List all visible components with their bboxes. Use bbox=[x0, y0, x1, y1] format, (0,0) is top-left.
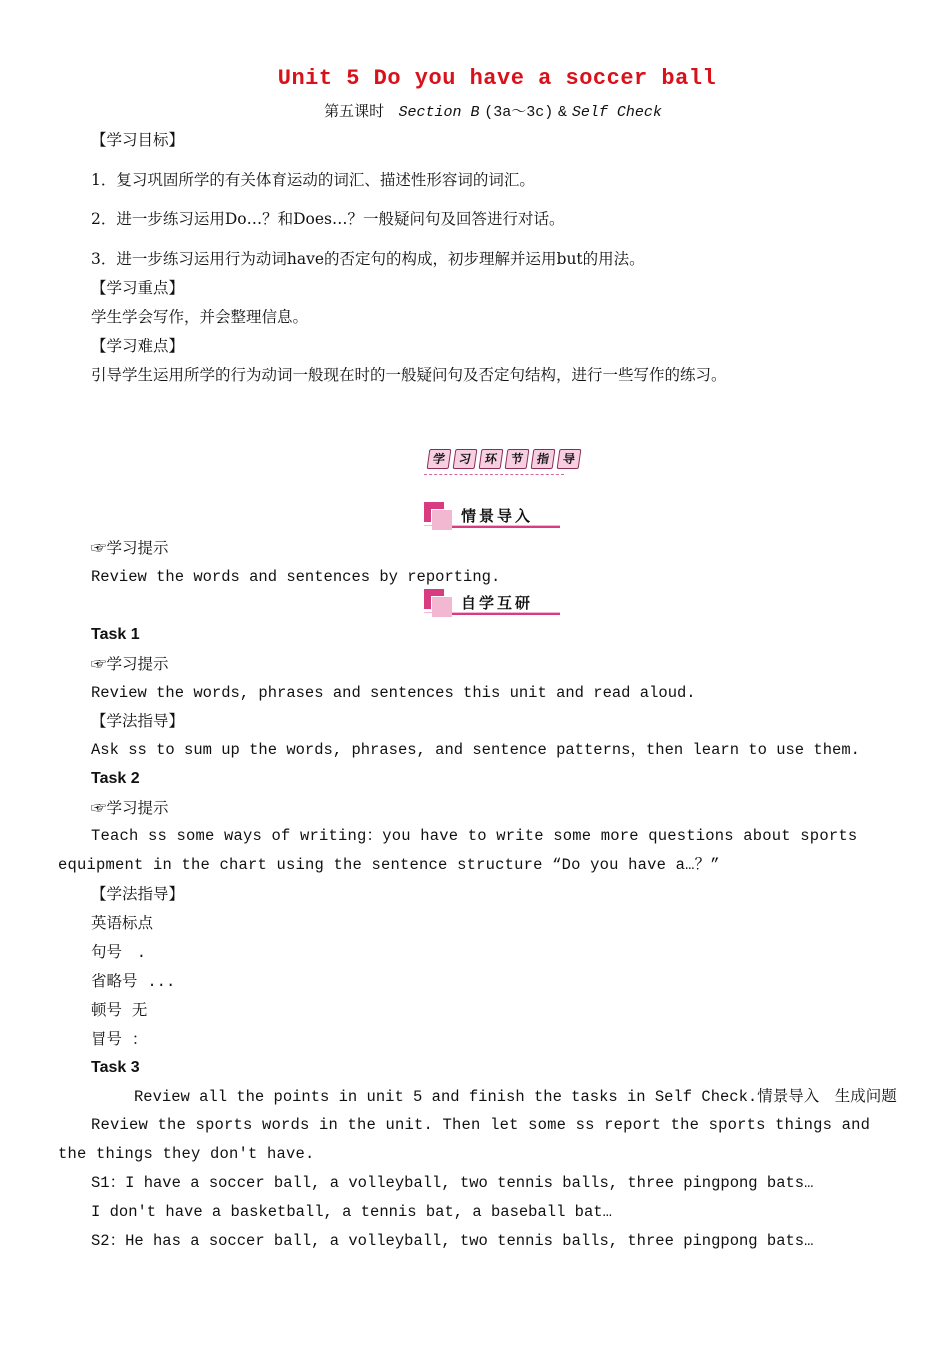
punctuation-name: 句号 bbox=[91, 943, 123, 961]
punctuation-title: 英语标点 bbox=[91, 914, 154, 932]
punctuation-row bbox=[91, 1029, 147, 1049]
punctuation-row bbox=[91, 942, 146, 963]
subtitle-amp: & bbox=[558, 104, 568, 121]
tip-text: Review the words, phrases and sentences this unit and read aloud. bbox=[91, 684, 696, 702]
banner-char: 习 bbox=[453, 449, 478, 469]
task-2-label: Task 2 bbox=[91, 770, 140, 787]
objective-item: 1．复习巩固所学的有关体育运动的词汇、描述性形容词的词汇。 bbox=[91, 171, 535, 189]
task-1-label: Task 1 bbox=[91, 626, 140, 643]
punctuation-mark: . bbox=[136, 944, 147, 962]
key-points-heading: 【学习重点】 bbox=[91, 279, 185, 297]
task-3-line: Review all the points in unit 5 and finish the tasks in Self Check.情景导入 生成问题 bbox=[134, 1088, 897, 1106]
difficulties-heading: 【学习难点】 bbox=[91, 337, 185, 355]
page-title: Unit 5 Do you have a soccer ball bbox=[277, 66, 717, 91]
section-heading-scene bbox=[424, 502, 560, 528]
task-3-paragraph: Review the sports words in the unit. Then let some ss report the sports things and the things they don't have. bbox=[58, 1116, 871, 1163]
objectives-heading: 【学习目标】 bbox=[91, 131, 185, 149]
subtitle-range: (3a～3c) bbox=[484, 104, 554, 121]
learning-guide-banner bbox=[424, 447, 576, 475]
method-label: 【学法指导】 bbox=[91, 885, 185, 903]
punctuation-name: 冒号 bbox=[91, 1030, 123, 1048]
tip-label: ☞学习提示 bbox=[91, 655, 169, 673]
dialogue-line: S2：He has a soccer ball, a volleyball, two tennis balls, three pingpong bats… bbox=[91, 1232, 814, 1250]
page-subtitle bbox=[0, 100, 950, 121]
banner-char: 环 bbox=[479, 449, 504, 469]
section-heading-label: 情景导入 bbox=[461, 507, 534, 525]
tip-label: ☞学习提示 bbox=[91, 539, 169, 557]
punctuation-row bbox=[91, 1000, 147, 1020]
tip-text: Review the words and sentences by reporting. bbox=[91, 568, 501, 586]
banner-char: 指 bbox=[531, 449, 556, 469]
method-label: 【学法指导】 bbox=[91, 712, 185, 730]
tip-text: Teach ss some ways of writing：you have to write some more questions about sports equipment in the chart using the sentence structure “Do you have a…？” bbox=[58, 827, 858, 874]
dialogue-line: I don't have a basketball, a tennis bat, a baseball bat… bbox=[91, 1203, 612, 1221]
punctuation-mark: 无 bbox=[131, 1001, 148, 1019]
punctuation-mark: ... bbox=[147, 973, 176, 991]
subtitle-lesson: 第五课时 bbox=[324, 102, 385, 120]
method-text: Ask ss to sum up the words, phrases, and sentence patterns，then learn to use them. bbox=[91, 741, 860, 759]
task-3-label: Task 3 bbox=[91, 1059, 140, 1076]
punctuation-name: 顿号 bbox=[91, 1001, 123, 1019]
section-heading-self-study bbox=[424, 589, 560, 615]
punctuation-mark: ： bbox=[131, 1030, 148, 1048]
banner-char: 节 bbox=[505, 449, 530, 469]
banner-char: 导 bbox=[557, 449, 582, 469]
objective-item: 2．进一步练习运用Do…？和Does…？一般疑问句及回答进行对话。 bbox=[91, 210, 565, 228]
objective-item: 3．进一步练习运用行为动词have的否定句的构成，初步理解并运用but的用法。 bbox=[91, 250, 645, 268]
subtitle-section: Section B bbox=[398, 104, 480, 121]
difficulties-text: 引导学生运用所学的行为动词一般现在时的一般疑问句及否定句结构，进行一些写作的练习。 bbox=[91, 366, 727, 384]
subtitle-self-check: Self Check bbox=[571, 104, 662, 121]
banner-char: 学 bbox=[427, 449, 452, 469]
punctuation-name: 省略号 bbox=[91, 972, 138, 990]
punctuation-row bbox=[91, 971, 175, 992]
tip-label: ☞学习提示 bbox=[91, 799, 169, 817]
section-heading-label: 自学互研 bbox=[461, 594, 534, 612]
dialogue-line: S1：I have a soccer ball, a volleyball, two tennis balls, three pingpong bats… bbox=[91, 1174, 814, 1192]
key-points-text: 学生学会写作，并会整理信息。 bbox=[91, 308, 309, 326]
